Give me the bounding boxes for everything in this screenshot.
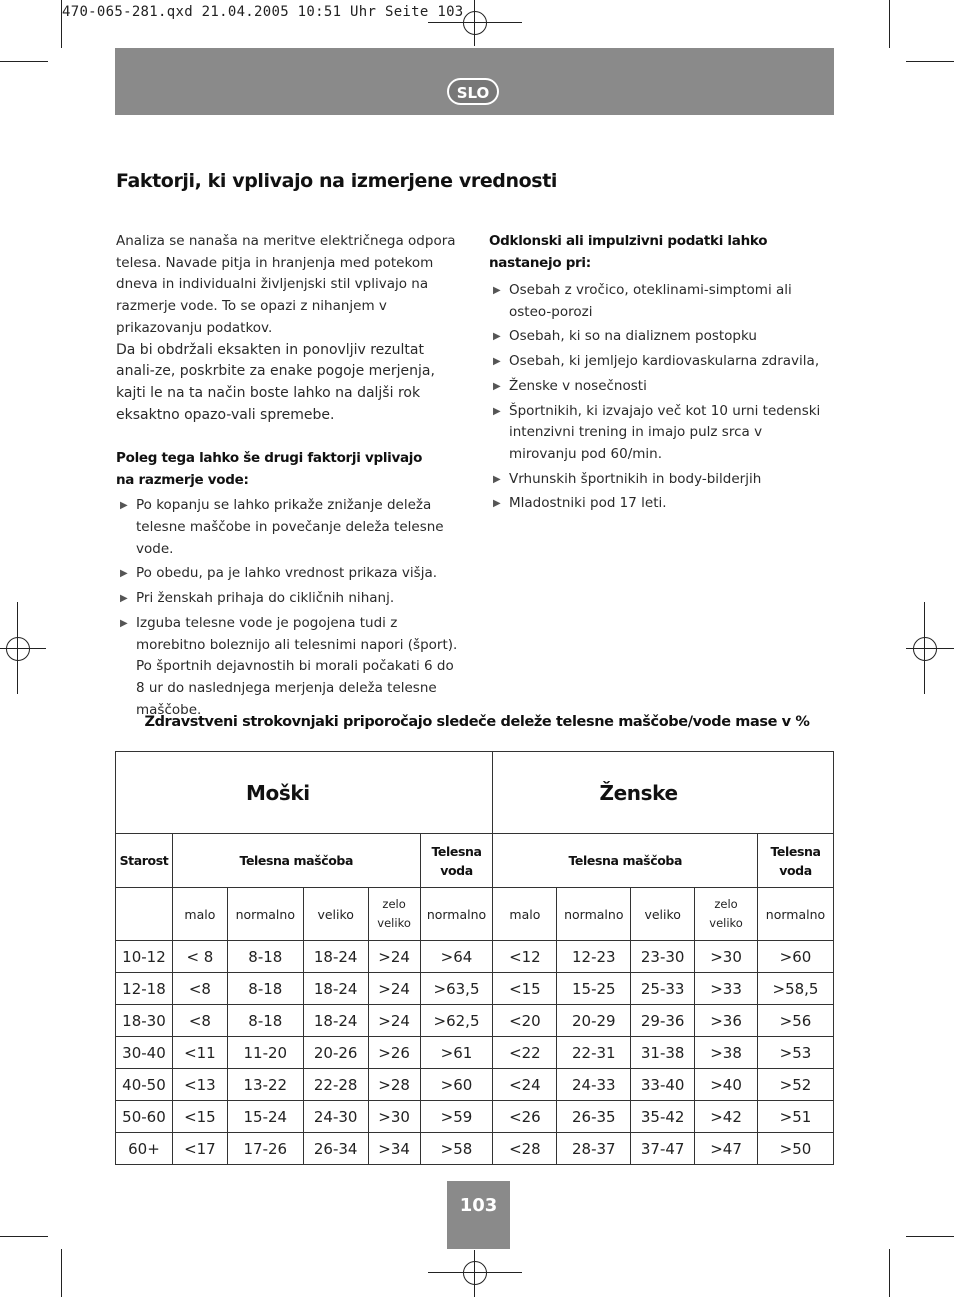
value-cell: 12-23 [557,941,631,973]
registration-circle [913,637,937,661]
value-cell: 22-28 [303,1069,368,1101]
value-cell: 11-20 [227,1037,303,1069]
age-cell: 18-30 [116,1005,173,1037]
registration-circle [463,1261,487,1285]
value-cell: 18-24 [303,941,368,973]
value-cell: >42 [695,1101,758,1133]
value-cell: >24 [368,1005,420,1037]
list-item-text: Osebah, ki jemljejo kardiovaskularna zdravila, [509,353,820,370]
value-cell: 25-33 [631,973,695,1005]
crop-mark [0,61,48,62]
value-cell: >53 [757,1037,833,1069]
list-item-text: Pri ženskah prihaja do cikličnih nihanj. [136,590,395,607]
sub-header: normalno [757,888,833,941]
value-cell: 18-24 [303,973,368,1005]
table-row [116,1101,834,1133]
value-cell: <20 [493,1005,557,1037]
triangle-bullet-icon: ▶ [493,331,501,343]
water-header-line: voda [779,862,812,878]
value-cell: 8-18 [227,1005,303,1037]
value-cell: <28 [493,1133,557,1165]
value-cell: < 8 [172,941,227,973]
table-row [116,1005,834,1037]
water-header-line: voda [440,862,473,878]
value-cell: <8 [172,973,227,1005]
crop-mark [906,61,954,62]
water-header [420,834,493,888]
female-header: Ženske [493,752,834,834]
table-row [116,941,834,973]
list-item-text: Mladostniki pod 17 leti. [509,495,667,512]
value-cell: <11 [172,1037,227,1069]
left-column [116,231,458,724]
table-row [116,1069,834,1101]
list-item [489,469,829,491]
right-column [489,231,829,518]
list-item-text: Športnikih, ki izvajajo več kot 10 urni tedenski intenzivni trening in imajo pulz srca v mirovanju pod 60/min. [509,402,821,462]
value-cell: >62,5 [420,1005,493,1037]
sub-header-line: zelo [714,897,738,911]
value-cell: 35-42 [631,1101,695,1133]
triangle-bullet-icon: ▶ [120,617,128,629]
list-item [489,493,829,515]
value-cell: 26-34 [303,1133,368,1165]
list-item [116,563,458,585]
value-cell: >56 [757,1005,833,1037]
water-header-line: Telesna [770,843,821,859]
value-cell: <8 [172,1005,227,1037]
value-cell: >52 [757,1069,833,1101]
value-cell: >63,5 [420,973,493,1005]
value-cell: >34 [368,1133,420,1165]
value-cell: >61 [420,1037,493,1069]
value-cell: <15 [493,973,557,1005]
list-item-text: Ženske v nosečnosti [509,377,647,394]
value-cell: >60 [420,1069,493,1101]
triangle-bullet-icon: ▶ [493,498,501,510]
table-row [116,1037,834,1069]
registration-circle [463,11,487,35]
list-item [489,376,829,398]
list-item [489,401,829,466]
section-heading: Poleg tega lahko še drugi faktorji vplivajo na razmerje vode: [116,450,423,488]
triangle-bullet-icon: ▶ [493,356,501,368]
value-cell: <12 [493,941,557,973]
age-header: Starost [116,834,173,888]
table-body [116,941,834,1165]
value-cell: >64 [420,941,493,973]
value-cell: >50 [757,1133,833,1165]
water-header-line: Telesna [431,843,482,859]
fat-header: Telesna maščoba [172,834,420,888]
value-cell: 13-22 [227,1069,303,1101]
value-cell: >24 [368,941,420,973]
value-cell: 8-18 [227,973,303,1005]
section-heading: Odklonski ali impulzivni podatki lahko nastanejo pri: [489,233,768,271]
triangle-bullet-icon: ▶ [493,380,501,392]
triangle-bullet-icon: ▶ [493,473,501,485]
body-fat-water-table [115,751,834,1165]
value-cell: 15-25 [557,973,631,1005]
age-cell: 50-60 [116,1101,173,1133]
value-cell: >36 [695,1005,758,1037]
page-number: 103 [447,1181,510,1249]
value-cell: >33 [695,973,758,1005]
intro-paragraph: Analiza se nanaša na meritve električnega odpora telesa. Navade pitja in hranjenja med potekom dneva in individualni življenjski stil vplivajo na razmerje vode. To se opazi z nihanjem v prikazovanju podatkov. [116,233,456,336]
list-item [489,351,829,373]
value-cell: 28-37 [557,1133,631,1165]
sub-header [695,888,758,941]
value-cell: 26-35 [557,1101,631,1133]
list-item-text: Osebah, ki so na dializnem postopku [509,328,757,345]
fat-header: Telesna maščoba [493,834,758,888]
sub-header: normalno [420,888,493,941]
sub-header: normalno [557,888,631,941]
value-cell: >40 [695,1069,758,1101]
value-cell: >59 [420,1101,493,1133]
registration-circle [6,637,30,661]
sub-header-line: veliko [377,916,411,930]
value-cell: >30 [695,941,758,973]
list-item [116,588,458,610]
value-cell: >24 [368,973,420,1005]
value-cell: <24 [493,1069,557,1101]
water-header [757,834,833,888]
list-item [489,280,829,323]
age-cell: 30-40 [116,1037,173,1069]
male-header: Moški [116,752,493,834]
table-row [116,1133,834,1165]
list-item-text: Osebah z vročico, oteklinami-simptomi ali osteo-porozi [509,282,792,320]
value-cell: 15-24 [227,1101,303,1133]
list-item-text: Izguba telesne vode je pogojena tudi z morebitno boleznijo ali telesnimi napori (šport). Po športnih dejavnostih bi morali počakati 6 do 8 ur do naslednjega merjenja deleža telesne maščobe. [136,614,458,718]
list-item-text: Po kopanju se lahko prikaže znižanje deleža telesne maščobe in povečanje deleža telesne vode. [136,497,444,557]
value-cell: >58 [420,1133,493,1165]
value-cell: >26 [368,1037,420,1069]
empty-cell [116,888,173,941]
value-cell: 31-38 [631,1037,695,1069]
sub-header [368,888,420,941]
value-cell: 24-30 [303,1101,368,1133]
sub-header-line: zelo [382,897,406,911]
factor-list [116,495,458,721]
triangle-bullet-icon: ▶ [120,568,128,580]
sub-header: malo [493,888,557,941]
list-item [116,613,458,722]
list-item-text: Po obedu, pa je lahko vrednost prikaza višja. [136,565,438,582]
table-row [116,973,834,1005]
sub-header-line: veliko [709,916,743,930]
value-cell: 17-26 [227,1133,303,1165]
value-cell: 8-18 [227,941,303,973]
triangle-bullet-icon: ▶ [120,593,128,605]
value-cell: 23-30 [631,941,695,973]
value-cell: >60 [757,941,833,973]
value-cell: >58,5 [757,973,833,1005]
sub-header: malo [172,888,227,941]
age-cell: 12-18 [116,973,173,1005]
value-cell: 37-47 [631,1133,695,1165]
crop-mark [0,1236,48,1237]
value-cell: 18-24 [303,1005,368,1037]
value-cell: <13 [172,1069,227,1101]
file-slug: 470-065-281.qxd 21.04.2005 10:51 Uhr Seite 103 [62,4,464,20]
sub-header: normalno [227,888,303,941]
list-item [116,495,458,560]
deviation-list [489,280,829,515]
age-cell: 60+ [116,1133,173,1165]
sub-header: veliko [631,888,695,941]
value-cell: <15 [172,1101,227,1133]
crop-mark [61,0,62,48]
value-cell: >28 [368,1069,420,1101]
value-cell: 33-40 [631,1069,695,1101]
table-title: Zdravstveni strokovnjaki priporočajo sledeče deleže telesne maščobe/vode mase v % [144,714,810,730]
value-cell: >51 [757,1101,833,1133]
page-title: Faktorji, ki vplivajo na izmerjene vrednosti [116,170,557,192]
age-cell: 40-50 [116,1069,173,1101]
crop-mark [889,1249,890,1297]
triangle-bullet-icon: ▶ [120,500,128,512]
list-item-text: Vrhunskih športnikih in body-bilderjih [509,470,762,487]
triangle-bullet-icon: ▶ [493,285,501,296]
list-item [489,326,829,348]
value-cell: 24-33 [557,1069,631,1101]
crop-mark [61,1249,62,1297]
crop-mark [906,1236,954,1237]
value-cell: >30 [368,1101,420,1133]
value-cell: 22-31 [557,1037,631,1069]
value-cell: >47 [695,1133,758,1165]
age-cell: 10-12 [116,941,173,973]
sub-header: veliko [303,888,368,941]
value-cell: <17 [172,1133,227,1165]
value-cell: <26 [493,1101,557,1133]
crop-mark [889,0,890,48]
value-cell: 20-26 [303,1037,368,1069]
intro-paragraph: Da bi obdržali eksakten in ponovljiv rezultat anali-ze, poskrbite za enake pogoje merjenja, kajti le na ta način boste lahko na daljši rok eksaktno opazo-vali spremebe. [116,341,435,423]
value-cell: 20-29 [557,1005,631,1037]
language-badge: SLO [447,78,499,105]
value-cell: <22 [493,1037,557,1069]
value-cell: >38 [695,1037,758,1069]
value-cell: 29-36 [631,1005,695,1037]
triangle-bullet-icon: ▶ [493,405,501,417]
